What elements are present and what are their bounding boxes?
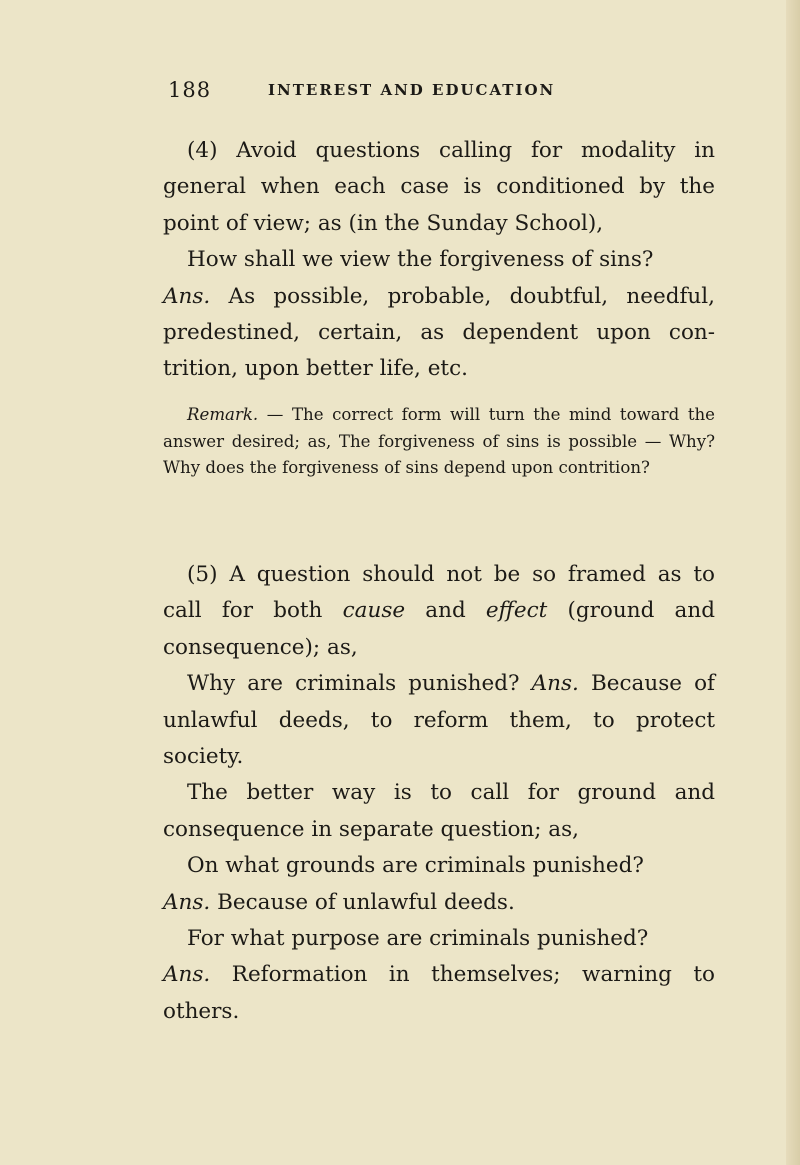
answer-text: Because of unlawful deeds, to reform them, to protect society. — [163, 671, 715, 770]
ans-label: Ans. — [163, 889, 211, 915]
remark-paragraph — [163, 402, 715, 482]
answer-grounds: Ans. Because of unlawful deeds. — [163, 889, 515, 915]
answer-text: As possible, probable, doubtful, needful, predestined, certain, as dependent upon contrition, upon better life, etc. — [163, 283, 715, 382]
remark-text: — The correct form will turn the mind toward the answer desired; as, The forgiveness of sins is possible — Why? Why does the forgiveness of sins depend upon contrition? — [163, 405, 715, 478]
effect-word: effect — [485, 598, 548, 624]
running-head: INTEREST AND EDUCATION — [268, 81, 556, 99]
ans-label: Ans. — [163, 962, 211, 988]
page-number: 188 — [168, 78, 212, 102]
remark-label: Remark. — [187, 405, 259, 424]
question-why-punished: Why are criminals punished? Ans. Because of unlawful deeds, to reform them, to protect society. — [163, 671, 715, 770]
ans-label: Ans. — [531, 671, 579, 697]
page-edge — [786, 0, 800, 1165]
section-4 — [163, 133, 715, 388]
cause-word: cause — [342, 598, 406, 624]
rule-5: (5) A question should not be so framed as to call for both cause and effect (ground and consequence); as, — [163, 562, 715, 660]
answer-forgiveness — [163, 279, 715, 388]
ans-label: Ans. — [163, 283, 211, 309]
better-way: The better way is to call for ground and consequence in separate question; as, — [163, 780, 715, 842]
question-purpose: For what purpose are criminals punished? — [187, 926, 649, 952]
rule-4: (4) Avoid questions calling for modality in general when each case is conditioned by the point of view; as (in the Sunday School), — [163, 138, 715, 236]
answer-purpose: Ans. Reformation in themselves; warning to others. — [163, 962, 715, 1024]
page-header — [168, 78, 668, 108]
section-5 — [163, 557, 715, 1030]
question-grounds: On what grounds are criminals punished? — [187, 853, 644, 879]
question-forgiveness: How shall we view the forgiveness of sins? — [187, 247, 654, 273]
